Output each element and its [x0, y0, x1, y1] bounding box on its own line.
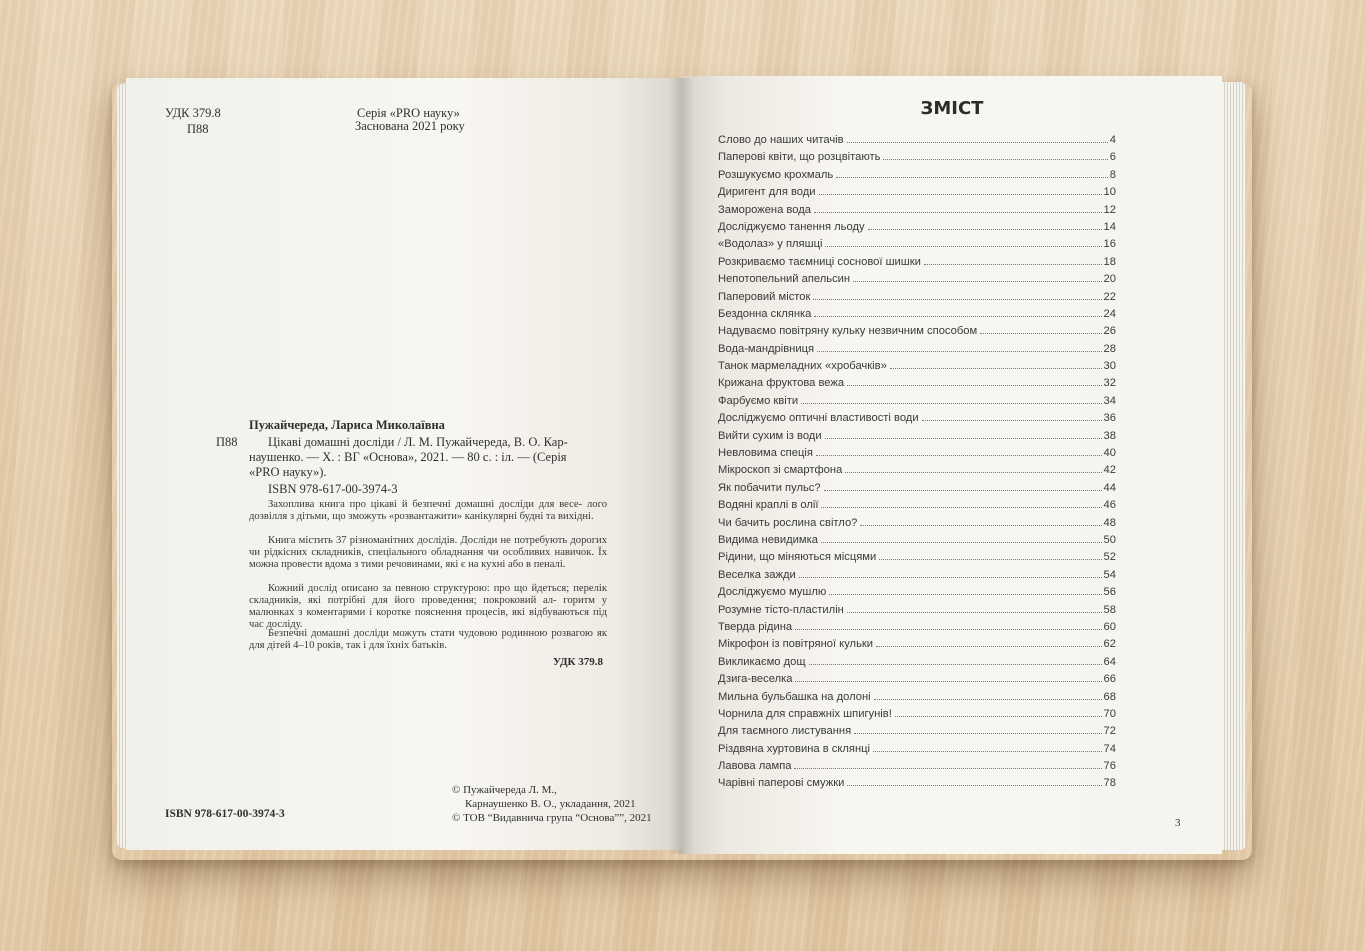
toc-entry	[718, 708, 1116, 725]
toc-entry	[718, 238, 1116, 255]
toc-entry	[718, 273, 1116, 290]
toc-leader-dots	[895, 716, 1102, 717]
toc-entry-label: Розкриваємо таємниці соснової шишки	[718, 255, 921, 268]
udk-top: УДК 379.8	[165, 106, 221, 120]
toc-entry-label: Танок мармеладних «хробачків»	[718, 360, 887, 373]
toc-entry-page: 14	[1103, 220, 1116, 233]
toc-leader-dots	[814, 212, 1102, 213]
toc-entry	[718, 638, 1116, 655]
toc-entry-page: 60	[1103, 620, 1116, 633]
toc-entry	[718, 760, 1116, 777]
toc-entry-label: Чарівні паперові смужки	[718, 777, 845, 790]
toc-entry	[718, 604, 1116, 621]
toc-entry-page: 76	[1103, 760, 1116, 773]
toc-entry	[718, 534, 1116, 551]
toc-leader-dots	[874, 699, 1102, 700]
toc-leader-dots	[836, 177, 1108, 178]
toc-entry-page: 64	[1103, 655, 1116, 668]
toc-leader-dots	[860, 525, 1101, 526]
toc-entry	[718, 725, 1116, 742]
toc-leader-dots	[795, 681, 1101, 682]
toc-entry-label: Непотопельний апельсин	[718, 273, 851, 286]
toc-entry	[718, 482, 1116, 499]
toc-entry-page: 44	[1103, 481, 1116, 494]
toc-entry-label: Вода-мандрівниця	[718, 342, 815, 355]
toc-entry-label: Невловима спеція	[718, 447, 813, 460]
toc-entry-label: Фарбуємо квіти	[718, 394, 799, 407]
bib-line-2: наушенко. — Х. : ВГ «Основа», 2021. — 80 с. : іл. — (Серія	[249, 450, 567, 464]
toc-leader-dots	[794, 768, 1101, 769]
toc-entry	[718, 256, 1116, 273]
toc-entry-page: 4	[1109, 134, 1116, 146]
toc-entry-label: Рідини, що міняються місцями	[718, 551, 877, 564]
toc-leader-dots	[817, 351, 1101, 352]
toc-entry-label: Чи бачить рослина світло?	[718, 516, 858, 529]
toc-entry	[718, 447, 1116, 464]
toc-entry	[718, 325, 1116, 342]
toc-entry	[718, 186, 1116, 203]
toc-leader-dots	[868, 229, 1102, 230]
toc-title: ЗМІСТ	[920, 98, 984, 119]
toc-leader-dots	[922, 420, 1102, 421]
toc-leader-dots	[890, 368, 1102, 369]
toc-entry-page: 58	[1103, 603, 1116, 616]
toc-entry	[718, 343, 1116, 360]
copyright-authors-cont: Карнаушенко В. О., укладання, 2021	[465, 798, 636, 810]
toc-entry	[718, 551, 1116, 568]
toc-entry-label: Лавова лампа	[718, 760, 792, 773]
copyright-authors: © Пужайчереда Л. М.,	[452, 784, 557, 796]
toc-leader-dots	[814, 316, 1101, 317]
toc-entry-label: Паперові квіти, що розцвітають	[718, 151, 881, 164]
toc-entry-page: 28	[1103, 342, 1116, 355]
toc-entry-page: 50	[1103, 533, 1116, 546]
toc-leader-dots	[883, 159, 1107, 160]
toc-entry-page: 54	[1103, 568, 1116, 581]
page-number: 3	[1175, 817, 1181, 829]
toc-leader-dots	[847, 385, 1101, 386]
toc-entry-page: 32	[1103, 377, 1116, 390]
toc-entry	[718, 621, 1116, 638]
toc-entry-label: Розшукуємо крохмаль	[718, 168, 834, 181]
toc-entry-label: Диригент для води	[718, 186, 816, 199]
page-edges-right	[1218, 82, 1246, 850]
toc-entry-page: 12	[1103, 203, 1116, 216]
toc-entry-label: Тверда рідина	[718, 620, 793, 633]
toc-leader-dots	[854, 733, 1101, 734]
toc-entry-label: Як побачити пульс?	[718, 481, 821, 494]
series-title: Серія «PRO науку»	[357, 106, 460, 120]
toc-entry-label: Для таємного листування	[718, 725, 852, 738]
toc-entry-label: «Водолаз» у пляшці	[718, 238, 823, 251]
toc-leader-dots	[873, 751, 1102, 752]
toc-entry	[718, 221, 1116, 238]
toc-leader-dots	[799, 577, 1102, 578]
toc-entry-page: 38	[1103, 429, 1116, 442]
toc-entry	[718, 308, 1116, 325]
toc-leader-dots	[853, 281, 1101, 282]
toc-entry	[718, 569, 1116, 586]
toc-entry	[718, 134, 1116, 151]
toc-entry-page: 74	[1103, 742, 1116, 755]
toc-entry-page: 66	[1103, 673, 1116, 686]
toc-entry-page: 62	[1103, 638, 1116, 651]
toc-entry-label: Мильна бульбашка на долоні	[718, 690, 871, 703]
toc-entry	[718, 291, 1116, 308]
toc-entry-label: Досліджуємо мушлю	[718, 586, 827, 599]
toc-entry-label: Мікроскоп зі смартфона	[718, 464, 843, 477]
toc-entry-page: 42	[1103, 464, 1116, 477]
toc-entry-label: Надуваємо повітряну кульку незвичним способом	[718, 325, 978, 338]
toc-entry-label: Водяні краплі в олії	[718, 499, 819, 512]
toc-entry-label: Бездонна склянка	[718, 307, 812, 320]
toc-leader-dots	[801, 403, 1101, 404]
annotation-paragraph: Книга містить 37 різноманітних дослідів. Досліди не потребують дорогих чи рідкісних складників, спеціального обладнання чи особливих навичок. Їх можна провести вдома з тими речовинами, які є на кухні або в пеналі.	[249, 535, 607, 571]
code-top: П88	[187, 122, 209, 136]
toc-entry-page: 52	[1103, 551, 1116, 564]
toc-leader-dots	[819, 194, 1102, 195]
toc-entry-page: 46	[1103, 499, 1116, 512]
toc-leader-dots	[845, 472, 1101, 473]
toc-entry-label: Різдвяна хуртовина в склянці	[718, 742, 871, 755]
toc-entry	[718, 464, 1116, 481]
copyright-publisher: © ТОВ “Видавнича група “Основа””, 2021	[452, 812, 652, 824]
toc-entry-label: Паперовий місток	[718, 290, 811, 303]
toc-entry-label: Вийти сухим із води	[718, 429, 822, 442]
toc-entry-page: 78	[1103, 777, 1116, 790]
toc-leader-dots	[847, 785, 1101, 786]
book-gutter	[668, 78, 694, 854]
toc-entry-label: Видима невидимка	[718, 533, 818, 546]
toc-entry-label: Розумне тісто-пластилін	[718, 603, 844, 616]
toc-leader-dots	[879, 559, 1101, 560]
toc-leader-dots	[813, 299, 1101, 300]
bib-line-3: «PRO науку»).	[249, 465, 327, 479]
annotation-paragraph: Захоплива книга про цікаві й безпечні домашні досліди для весе- лого дозвілля з дітьми, що зможуть «розвантажити» канікулярні будні та вихідні.	[249, 499, 607, 523]
toc-entry-page: 48	[1103, 516, 1116, 529]
toc-leader-dots	[829, 594, 1101, 595]
toc-leader-dots	[924, 264, 1102, 265]
toc-leader-dots	[821, 542, 1102, 543]
toc-leader-dots	[809, 664, 1102, 665]
toc-entry-page: 68	[1103, 690, 1116, 703]
toc-entry-label: Веселка зажди	[718, 568, 796, 581]
toc-leader-dots	[825, 246, 1101, 247]
toc-leader-dots	[795, 629, 1101, 630]
toc-entry	[718, 204, 1116, 221]
toc-entry-page: 22	[1103, 290, 1116, 303]
toc-entry	[718, 377, 1116, 394]
toc-entry-label: Досліджуємо оптичні властивості води	[718, 412, 919, 425]
toc-entry-page: 16	[1103, 238, 1116, 251]
toc-entry-label: Чорнила для справжніх шпигунів!	[718, 707, 892, 720]
toc-leader-dots	[825, 438, 1102, 439]
toc-entry-page: 24	[1103, 307, 1116, 320]
toc-entry-page: 36	[1103, 412, 1116, 425]
toc-entry-label: Мікрофон із повітряної кульки	[718, 638, 874, 651]
toc-leader-dots	[876, 646, 1101, 647]
toc-entry-page: 18	[1103, 255, 1116, 268]
toc-entry-page: 40	[1103, 447, 1116, 460]
toc-leader-dots	[980, 333, 1101, 334]
isbn-mid: ISBN 978-617-00-3974-3	[268, 482, 398, 496]
toc-entry	[718, 517, 1116, 534]
toc-leader-dots	[821, 507, 1101, 508]
toc-leader-dots	[847, 612, 1102, 613]
toc-leader-dots	[824, 490, 1102, 491]
toc-entry-label: Заморожена вода	[718, 203, 811, 216]
toc-entry-label: Слово до наших читачів	[718, 134, 844, 146]
toc-entry-label: Крижана фруктова вежа	[718, 377, 845, 390]
code-side: П88	[216, 435, 238, 449]
toc-entry	[718, 586, 1116, 603]
toc-entry	[718, 691, 1116, 708]
toc-entry	[718, 360, 1116, 377]
toc-entry-page: 8	[1109, 168, 1116, 181]
isbn-bottom: ISBN 978-617-00-3974-3	[165, 808, 285, 820]
udk-bottom: УДК 379.8	[553, 656, 604, 668]
annotation-paragraph: Кожний дослід описано за певною структурою: про що йдеться; перелік складників, які потрібні для його проведення; покроковий ал- горитм у малюнках з коментарями і коротке пояснення процесів, які відбуваються під час досліду.	[249, 583, 607, 631]
toc-entry	[718, 412, 1116, 429]
toc-entry-page: 6	[1109, 151, 1116, 164]
toc-entry-label: Досліджуємо танення льоду	[718, 220, 865, 233]
toc-entry	[718, 151, 1116, 168]
toc-leader-dots	[816, 455, 1102, 456]
toc-entry-page: 34	[1103, 394, 1116, 407]
toc-entry-page: 30	[1103, 360, 1116, 373]
toc-entry	[718, 169, 1116, 186]
toc-leader-dots	[847, 142, 1108, 143]
toc-entry-page: 56	[1103, 586, 1116, 599]
toc-entry-page: 26	[1103, 325, 1116, 338]
toc-entry	[718, 395, 1116, 412]
annotation-paragraph: Безпечні домашні досліди можуть стати чудовою родинною розвагою як для дітей 4–10 років, так і для їхніх батьків.	[249, 628, 607, 652]
toc-entry	[718, 499, 1116, 516]
author-heading: Пужайчереда, Лариса Миколаївна	[249, 418, 445, 432]
toc-entry-page: 70	[1103, 707, 1116, 720]
toc-entry-page: 72	[1103, 725, 1116, 738]
toc-entry	[718, 743, 1116, 760]
toc-entry	[718, 673, 1116, 690]
toc-entry-page: 20	[1103, 273, 1116, 286]
bib-line-1: Цікаві домашні досліди / Л. М. Пужайчереда, В. О. Кар-	[268, 435, 568, 449]
toc-entry	[718, 430, 1116, 447]
toc-entry-label: Дзига-веселка	[718, 673, 793, 686]
toc-entry-label: Викликаємо дощ	[718, 655, 806, 668]
toc-entry-page: 10	[1103, 186, 1116, 199]
toc-entry	[718, 656, 1116, 673]
series-founded: Заснована 2021 року	[355, 119, 465, 133]
toc-entry	[718, 777, 1116, 794]
table-of-contents	[718, 134, 1116, 795]
